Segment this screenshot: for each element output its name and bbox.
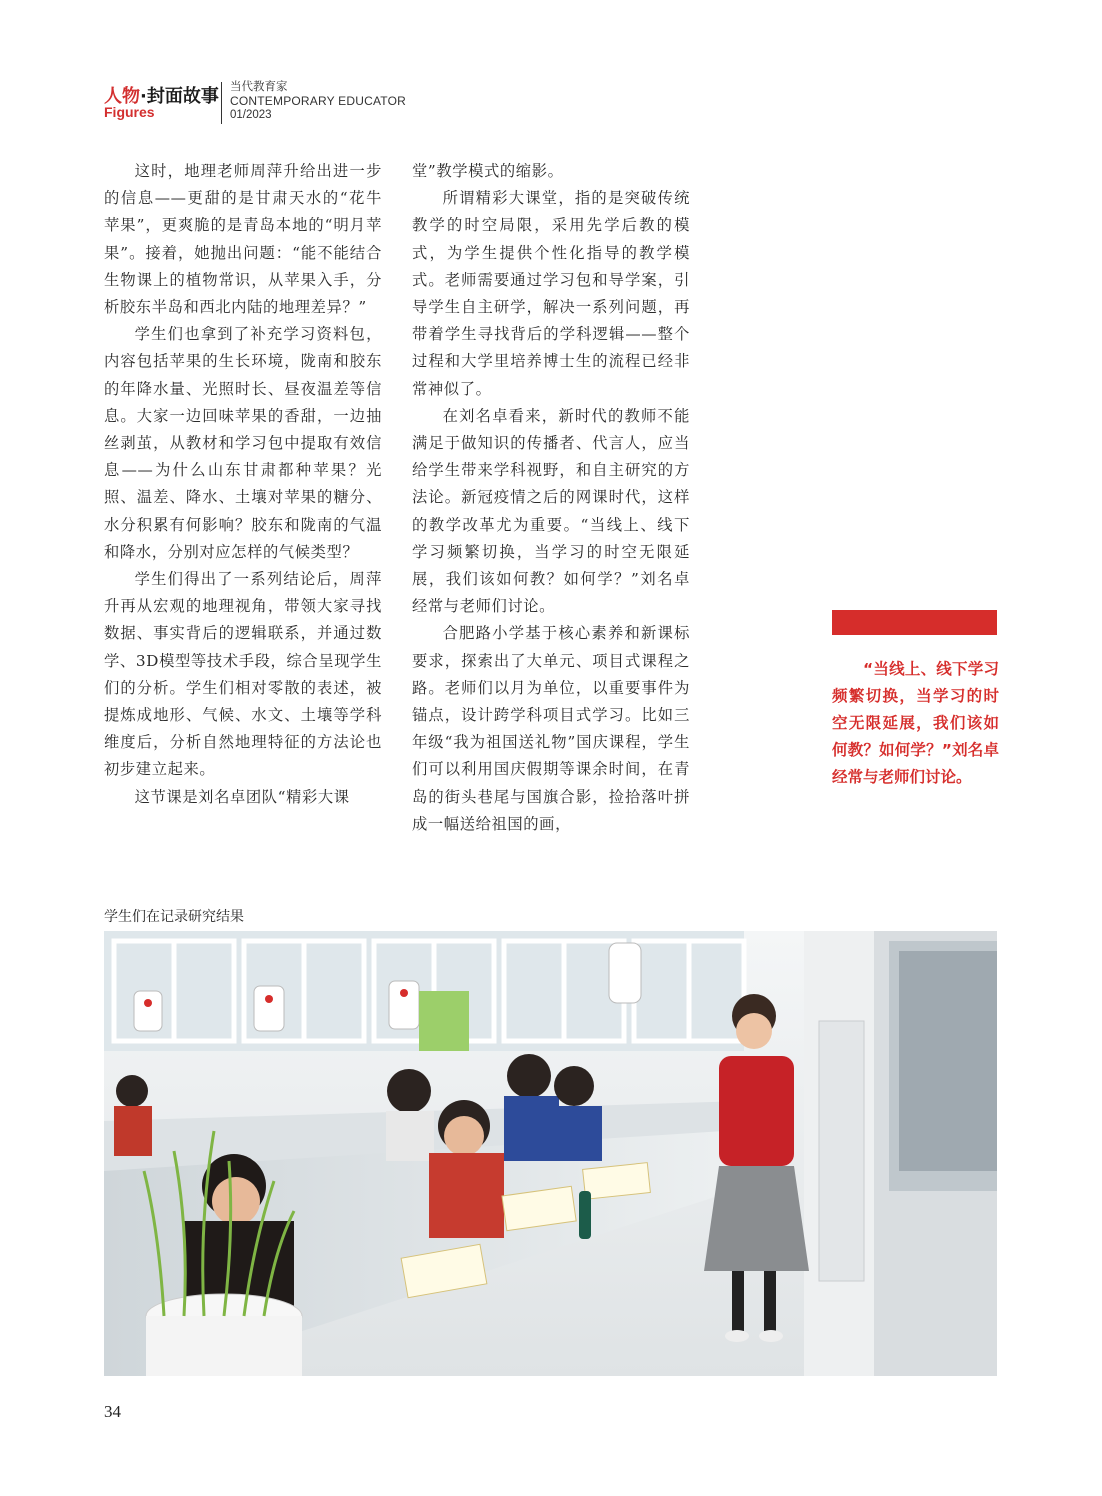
page-number: 34 [104, 1402, 121, 1421]
magazine-name-cn: 当代教育家 [230, 81, 288, 93]
paragraph: 学生们得出了一系列结论后，周萍升再从宏观的地理视角，带领大家寻找数据、事实背后的逻辑联系，并通过数学、3D模型等技术手段，综合呈现学生们的分析。学生们相对零散的表述，被提炼成地形、气候、水文、土壤等学科维度后，分析自然地理特征的方法论也初步建立起来。 [104, 570, 382, 779]
photo-caption: 学生们在记录研究结果 [104, 909, 244, 925]
header-divider [221, 82, 222, 124]
pull-quote-bar [832, 610, 997, 635]
paragraph: 这节课是刘名卓团队“精彩大课 [134, 787, 350, 806]
paragraph: 这时，地理老师周萍升给出进一步的信息——更甜的是甘肃天水的“花牛苹果”，更爽脆的是青岛本地的“明月苹果”。接着，她抛出问题：“能不能结合生物课上的植物常识，从苹果入手，分析胶东半岛和西北内陆的地理差异？” [104, 162, 382, 317]
article-column-1 [104, 158, 382, 811]
section-title-en: Figures [104, 104, 155, 120]
page-header [104, 80, 524, 126]
paragraph: 所谓精彩大课堂，指的是突破传统教学的时空局限，采用先学后教的模式，为学生提供个性化指导的教学模式。老师需要通过学习包和导学案，引导学生自主研学，解决一系列问题，再带着学生寻找背后的学科逻辑——整个过程和大学里培养博士生的流程已经非常神似了。 [412, 189, 690, 398]
paragraph: 合肥路小学基于核心素养和新课标要求，探索出了大单元、项目式课程之路。老师们以月为单位，以重要事件为锚点，设计跨学科项目式学习。比如三年级“我为祖国送礼物”国庆课程，学生们可以利用国庆假期等课余时间，在青岛的街头巷尾与国旗合影，捡拾落叶拼成一幅送给祖国的画， [412, 624, 690, 833]
section-title: 人物·封面故事 [104, 86, 219, 107]
paragraph: 堂”教学模式的缩影。 [412, 162, 564, 180]
article-column-2 [412, 158, 690, 838]
classroom-scene [104, 931, 997, 1376]
magazine-name-en: CONTEMPORARY EDUCATOR [230, 94, 407, 108]
classroom-photo [104, 931, 997, 1376]
issue-number: 01/2023 [230, 109, 272, 121]
pull-quote: “当线上、线下学习频繁切换，当学习的时空无限延展，我们该如何教？如何学？”刘名卓经常与老师们讨论。 [832, 660, 999, 786]
paragraph: 学生们也拿到了补充学习资料包，内容包括苹果的生长环境，陇南和胶东的年降水量、光照时长、昼夜温差等信息。大家一边回味苹果的香甜，一边抽丝剥茧，从教材和学习包中提取有效信息——为什么山东甘肃都种苹果？光照、温差、降水、土壤对苹果的糖分、水分积累有何影响？胶东和陇南的气温和降水，分别对应怎样的气候类型？ [104, 325, 382, 561]
magazine-info [230, 80, 406, 122]
paragraph: 在刘名卓看来，新时代的教师不能满足于做知识的传播者、代言人，应当给学生带来学科视野，和自主研究的方法论。新冠疫情之后的网课时代，这样的教学改革尤为重要。“当线上、线下学习频繁切换，当学习的时空无限延展，我们该如何教？如何学？”刘名卓经常与老师们讨论。 [412, 406, 690, 616]
